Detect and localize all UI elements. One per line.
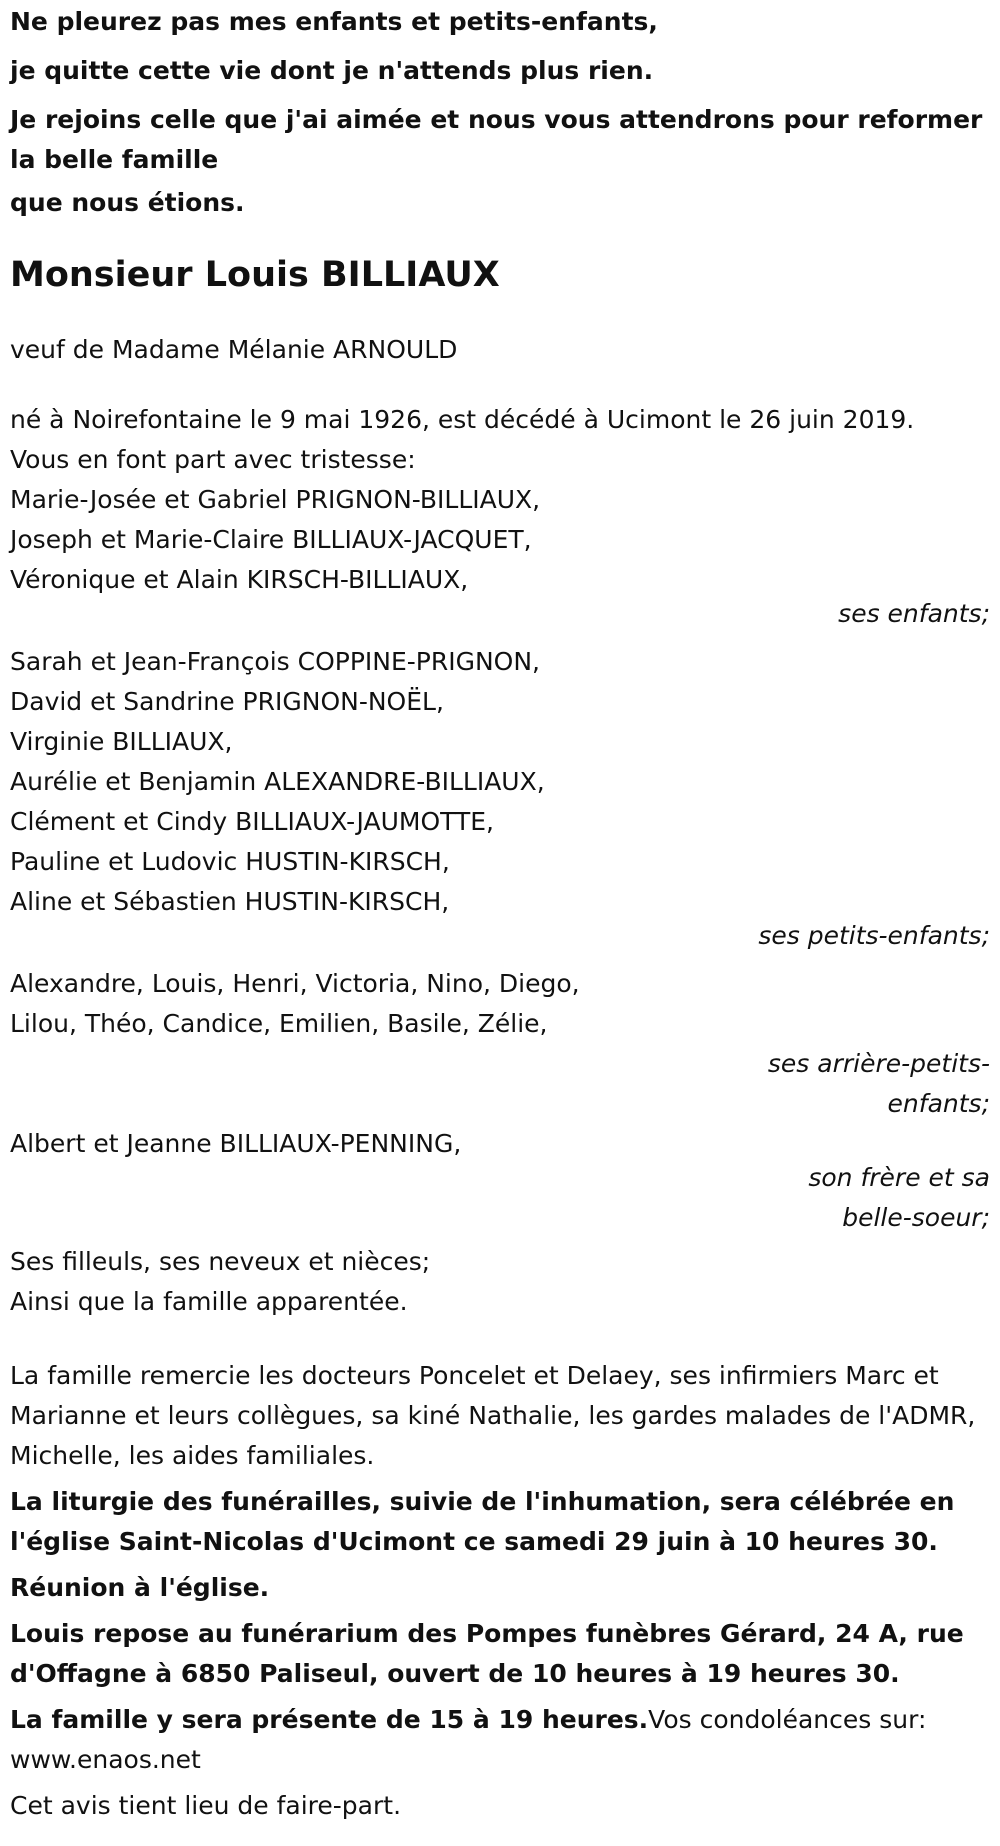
list-item: Alexandre, Louis, Henri, Victoria, Nino, Diego, [10, 969, 580, 998]
list-item: Virginie BILLIAUX, [10, 727, 233, 756]
siblings-list [10, 1124, 990, 1238]
list-item: Pauline et Ludovic HUSTIN-KIRSCH, [10, 847, 450, 876]
funerarium-info: Louis repose au funérarium des Pompes funèbres Gérard, 24 A, rue d'Offagne à 6850 Paliseul, ouvert de 10 heures à 19 heures 30. [10, 1619, 964, 1688]
list-item: Joseph et Marie-Claire BILLIAUX-JACQUET, [10, 525, 532, 554]
list-item: Ses filleuls, ses neveux et nièces; [10, 1247, 431, 1276]
birth-death: né à Noirefontaine le 9 mai 1926, est décédé à Ucimont le 26 juin 2019. [10, 405, 915, 434]
poem-line: Ne pleurez pas mes enfants et petits-enfants, [10, 7, 658, 36]
siblings-role: son frère et sa [808, 1163, 990, 1192]
children-role: ses enfants; [838, 599, 990, 628]
list-item: Ainsi que la famille apparentée. [10, 1287, 408, 1316]
list-item: Véronique et Alain KIRSCH-BILLIAUX, [10, 565, 469, 594]
meeting-info: Réunion à l'église. [10, 1573, 270, 1602]
announce-intro: Vous en font part avec tristesse: [10, 445, 416, 474]
closing-line: Cet avis tient lieu de faire-part. [10, 1791, 402, 1820]
children-list [10, 480, 990, 634]
great-grandchildren-role: ses arrière-petits- [767, 1049, 990, 1078]
list-item: Sarah et Jean-François COPPINE-PRIGNON, [10, 647, 541, 676]
siblings-role: belle-soeur; [842, 1203, 990, 1232]
great-grandchildren-role: enfants; [887, 1089, 990, 1118]
list-item: David et Sandrine PRIGNON-NOËL, [10, 687, 444, 716]
list-item: Aurélie et Benjamin ALEXANDRE-BILLIAUX, [10, 767, 545, 796]
widower-of: veuf de Madame Mélanie ARNOULD [10, 335, 458, 364]
poem-line: je quitte cette vie dont je n'attends plus rien. [10, 56, 654, 85]
thanks-paragraph: La famille remercie les docteurs Poncelet et Delaey, ses infirmiers Marc et Marianne et leurs collègues, sa kiné Nathalie, les gardes malades de l'ADMR, Michelle, les aides familiales. [10, 1361, 976, 1470]
others-list [10, 1242, 990, 1322]
poem-line: que nous étions. [10, 188, 245, 217]
list-item: Clément et Cindy BILLIAUX-JAUMOTTE, [10, 807, 494, 836]
list-item: Lilou, Théo, Candice, Emilien, Basile, Zélie, [10, 1009, 548, 1038]
list-item: Albert et Jeanne BILLIAUX-PENNING, [10, 1129, 462, 1158]
family-present-line [10, 1700, 990, 1780]
great-grandchildren-list [10, 964, 990, 1124]
liturgy-info: La liturgie des funérailles, suivie de l'inhumation, sera célébrée en l'église Saint-Nicolas d'Ucimont ce samedi 29 juin à 10 heures 30. [10, 1487, 955, 1556]
list-item: Aline et Sébastien HUSTIN-KIRSCH, [10, 887, 450, 916]
list-item: Marie-Josée et Gabriel PRIGNON-BILLIAUX, [10, 485, 541, 514]
deceased-name: Monsieur Louis BILLIAUX [10, 255, 500, 295]
condolences: Vos condoléances sur: www.enaos.net [10, 1705, 927, 1774]
poem [10, 0, 990, 223]
grandchildren-role: ses petits-enfants; [758, 921, 990, 950]
grandchildren-list [10, 642, 990, 956]
poem-line: Je rejoins celle que j'ai aimée et nous vous attendrons pour reformer la belle famille [10, 105, 983, 174]
family-present: La famille y sera présente de 15 à 19 heures. [10, 1705, 649, 1734]
